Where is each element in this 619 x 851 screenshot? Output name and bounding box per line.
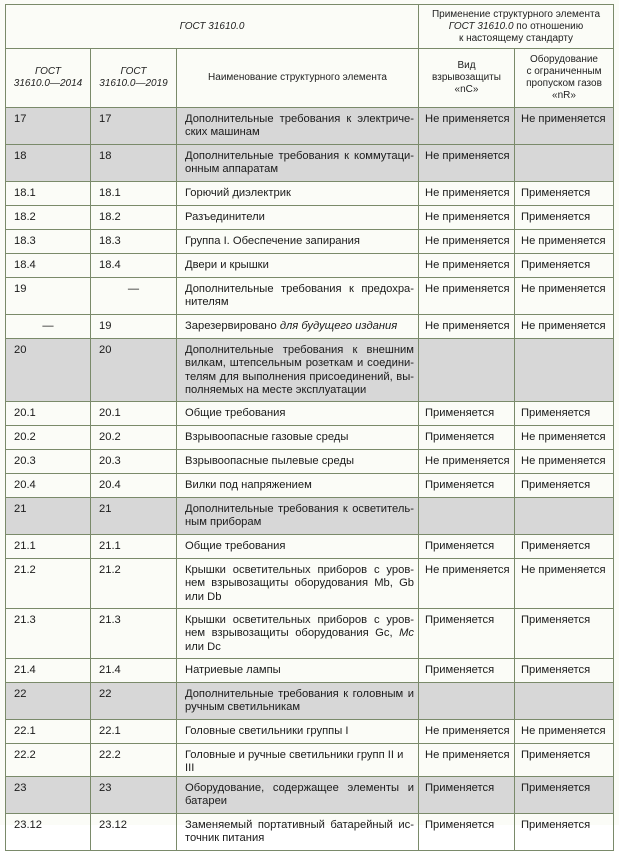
row-nc-status (419, 498, 515, 535)
row-2019-clause: 20.1 (91, 402, 177, 426)
row-element-name: Головные и ручные светильники групп II и III (177, 744, 419, 777)
row-nc-status: Применяется (419, 535, 515, 559)
row-2019-clause: 20.4 (91, 474, 177, 498)
row-2019-clause: 23 (91, 776, 177, 813)
row-nc-status: Не применяется (419, 145, 515, 182)
header-col-nc: Вид взрывозащиты «nC» (419, 49, 515, 108)
row-2019-clause: 22.2 (91, 744, 177, 777)
row-2014-clause: 21.3 (6, 609, 91, 659)
row-element-name: Вилки под напряжением (177, 474, 419, 498)
header-gost-group: ГОСТ 31610.0 (6, 5, 419, 49)
row-2019-clause: 22.1 (91, 720, 177, 744)
table-row (6, 315, 614, 339)
row-2014-clause: 22 (6, 683, 91, 720)
row-2014-clause: 20.4 (6, 474, 91, 498)
table-row (6, 254, 614, 278)
row-element-name: Дополнительные требования к коммутаци-онным аппаратам (177, 145, 419, 182)
row-nc-status (419, 339, 515, 402)
row-nc-status: Не применяется (419, 744, 515, 777)
row-2019-clause: 18.2 (91, 206, 177, 230)
header-col-nr: Оборудование с ограниченным пропуском газов «nR» (515, 49, 614, 108)
row-nr-status: Применяется (515, 609, 614, 659)
row-element-name: Взрывоопасные газовые среды (177, 426, 419, 450)
row-nc-status: Не применяется (419, 182, 515, 206)
row-nc-status: Применяется (419, 402, 515, 426)
row-nr-status: Не применяется (515, 315, 614, 339)
table-row (6, 659, 614, 683)
row-nr-status: Не применяется (515, 278, 614, 315)
row-element-name: Горючий диэлектрик (177, 182, 419, 206)
row-2019-clause: 18.3 (91, 230, 177, 254)
row-2019-clause: 21 (91, 498, 177, 535)
table-row (6, 182, 614, 206)
row-2014-clause: 21 (6, 498, 91, 535)
row-2019-clause: 18.1 (91, 182, 177, 206)
table-row (6, 535, 614, 559)
row-2014-clause: 18.3 (6, 230, 91, 254)
table-row (6, 498, 614, 535)
row-nr-status: Применяется (515, 744, 614, 777)
row-2014-clause: — (6, 315, 91, 339)
row-2014-clause: 23.12 (6, 813, 91, 850)
row-nc-status: Применяется (419, 426, 515, 450)
row-nc-status: Не применяется (419, 559, 515, 609)
table-row (6, 278, 614, 315)
row-2019-clause: 21.2 (91, 559, 177, 609)
row-nr-status: Не применяется (515, 108, 614, 145)
row-element-name: Натриевые лампы (177, 659, 419, 683)
header-col-gost-2014: ГОСТ 31610.0—2014 (6, 49, 91, 108)
row-element-name: Зарезервировано для будущего издания (177, 315, 419, 339)
row-2014-clause: 22.1 (6, 720, 91, 744)
table-row (6, 450, 614, 474)
row-nr-status: Применяется (515, 776, 614, 813)
row-element-name: Общие требования (177, 535, 419, 559)
table-row (6, 683, 614, 720)
row-nr-status: Применяется (515, 813, 614, 850)
row-2014-clause: 21.2 (6, 559, 91, 609)
row-2019-clause: 21.3 (91, 609, 177, 659)
row-nr-status: Применяется (515, 402, 614, 426)
header-row-2 (6, 49, 614, 108)
row-nr-status (515, 498, 614, 535)
header-application-group: Применение структурного элемента ГОСТ 31610.0 по отношению к настоящему стандарту (419, 5, 614, 49)
row-nr-status: Не применяется (515, 230, 614, 254)
row-nr-status: Не применяется (515, 426, 614, 450)
row-nc-status: Применяется (419, 659, 515, 683)
row-element-name: Крышки осветительных приборов с уров-нем взрывозащиты оборудования Gc, Mc или Dc (177, 609, 419, 659)
row-2019-clause: 19 (91, 315, 177, 339)
row-2014-clause: 20.3 (6, 450, 91, 474)
row-2014-clause: 20 (6, 339, 91, 402)
row-nc-status: Не применяется (419, 108, 515, 145)
row-element-name: Дополнительные требования к осветитель-ным приборам (177, 498, 419, 535)
row-nc-status: Применяется (419, 813, 515, 850)
row-2019-clause: 20 (91, 339, 177, 402)
row-nr-status: Не применяется (515, 450, 614, 474)
row-nc-status: Не применяется (419, 206, 515, 230)
row-2019-clause: 21.4 (91, 659, 177, 683)
row-nr-status: Применяется (515, 254, 614, 278)
row-element-name: Взрывоопасные пылевые среды (177, 450, 419, 474)
row-nr-status: Применяется (515, 659, 614, 683)
row-2014-clause: 23 (6, 776, 91, 813)
row-nr-status: Не применяется (515, 720, 614, 744)
row-2019-clause: 23.12 (91, 813, 177, 850)
row-2014-clause: 20.2 (6, 426, 91, 450)
row-element-name: Разъединители (177, 206, 419, 230)
table-row (6, 339, 614, 402)
table-row (6, 559, 614, 609)
gost-applicability-table (5, 4, 614, 851)
row-element-name: Оборудование, содержащее элементы и батареи (177, 776, 419, 813)
row-2014-clause: 21.4 (6, 659, 91, 683)
row-nr-status: Применяется (515, 206, 614, 230)
row-element-name: Крышки осветительных приборов с уров-нем взрывозащиты оборудования Mb, Gb или Db (177, 559, 419, 609)
row-nc-status: Применяется (419, 609, 515, 659)
row-nr-status: Применяется (515, 535, 614, 559)
row-2019-clause: 17 (91, 108, 177, 145)
row-2014-clause: 18.1 (6, 182, 91, 206)
row-2014-clause: 17 (6, 108, 91, 145)
row-element-name: Общие требования (177, 402, 419, 426)
row-2014-clause: 19 (6, 278, 91, 315)
row-element-name: Двери и крышки (177, 254, 419, 278)
row-nr-status: Не применяется (515, 559, 614, 609)
table-row (6, 145, 614, 182)
table-row (6, 402, 614, 426)
row-element-name: Дополнительные требования к электриче-ских машинам (177, 108, 419, 145)
row-element-name: Головные светильники группы I (177, 720, 419, 744)
row-nc-status: Не применяется (419, 450, 515, 474)
row-element-name: Группа I. Обеспечение запирания (177, 230, 419, 254)
row-2019-clause: — (91, 278, 177, 315)
row-nc-status: Не применяется (419, 315, 515, 339)
row-nc-status: Применяется (419, 474, 515, 498)
table-row (6, 813, 614, 850)
row-2019-clause: 18.4 (91, 254, 177, 278)
row-2019-clause: 21.1 (91, 535, 177, 559)
row-2014-clause: 22.2 (6, 744, 91, 777)
table-row (6, 609, 614, 659)
row-nr-status: Применяется (515, 182, 614, 206)
table-row (6, 744, 614, 777)
row-nr-status (515, 339, 614, 402)
row-nc-status: Применяется (419, 776, 515, 813)
row-nc-status: Не применяется (419, 720, 515, 744)
header-col-element-name: Наименование структурного элемента (177, 49, 419, 108)
row-element-name: Дополнительные требования к внешним вилкам, штепсельным розеткам и соедини-телям для выполнения присоединений, вы-полняемых на месте эксплуатации (177, 339, 419, 402)
row-element-name: Заменяемый портативный батарейный ис-точник питания (177, 813, 419, 850)
row-2014-clause: 20.1 (6, 402, 91, 426)
row-nc-status: Не применяется (419, 230, 515, 254)
row-2019-clause: 18 (91, 145, 177, 182)
table-row (6, 230, 614, 254)
table-row (6, 426, 614, 450)
row-2014-clause: 18.4 (6, 254, 91, 278)
row-nc-status: Не применяется (419, 254, 515, 278)
row-nr-status: Применяется (515, 474, 614, 498)
row-2019-clause: 20.2 (91, 426, 177, 450)
table-row (6, 720, 614, 744)
header-row-1 (6, 5, 614, 49)
row-2019-clause: 20.3 (91, 450, 177, 474)
row-2014-clause: 21.1 (6, 535, 91, 559)
row-2019-clause: 22 (91, 683, 177, 720)
row-nc-status: Не применяется (419, 278, 515, 315)
row-element-name: Дополнительные требования к предохра-нителям (177, 278, 419, 315)
row-2014-clause: 18.2 (6, 206, 91, 230)
row-2014-clause: 18 (6, 145, 91, 182)
table-row (6, 206, 614, 230)
row-nr-status (515, 683, 614, 720)
row-nr-status (515, 145, 614, 182)
table-row (6, 108, 614, 145)
table-row (6, 474, 614, 498)
table-row (6, 776, 614, 813)
row-element-name: Дополнительные требования к головным и ручным светильникам (177, 683, 419, 720)
row-nc-status (419, 683, 515, 720)
header-col-gost-2019: ГОСТ 31610.0—2019 (91, 49, 177, 108)
